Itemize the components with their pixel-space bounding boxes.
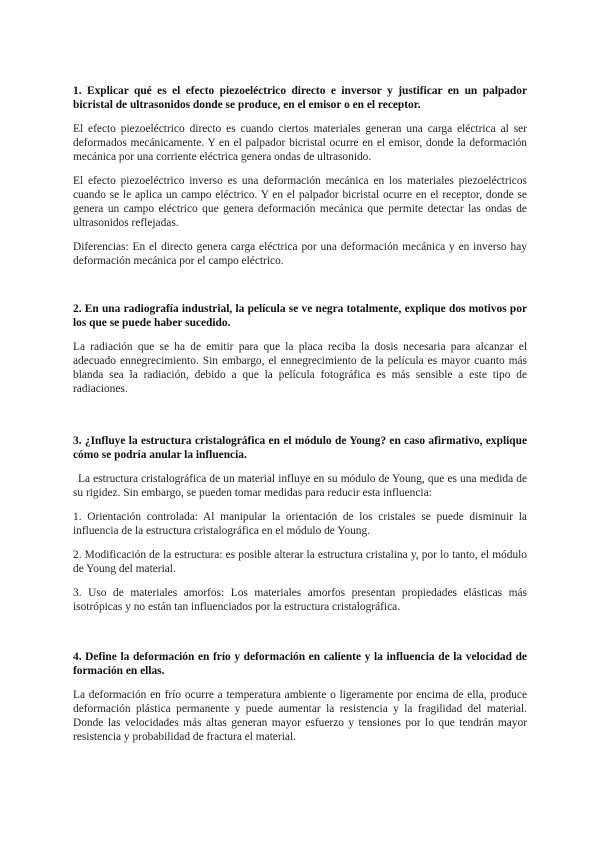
question-section-1: [73, 84, 527, 268]
answer-list-item: 2. Modificación de la estructura: es posible alterar la estructura cristalina y, por lo tanto, el módulo de Young del material.: [73, 549, 527, 575]
answer-paragraph: Diferencias: En el directo genera carga eléctrica por una deformación mecánica y en inverso hay deformación mecánica por el campo eléctrico.: [73, 241, 527, 267]
answer-paragraph: La deformación en frío ocurre a temperatura ambiente o ligeramente por encima de ella, produce deformación plástica permanente y puede aumentar la resistencia y la fragilidad del material. Donde las velocidades más altas generan mayor esfuerzo y tensiones por lo que tendrán mayor resistencia y probabilidad de fractura el material.: [73, 689, 527, 743]
answer-paragraph: La radiación que se ha de emitir para que la placa reciba la dosis necesaria para alcanzar el adecuado ennegrecimiento. Sin embargo, el ennegrecimiento de la película es mayor cuanto más blanda sea la radiación, debido a que la película fotográfica es más sensible a este tipo de radiaciones.: [73, 341, 527, 395]
question-heading-4: 4. Define la deformación en frío y deformación en caliente y la influencia de la velocidad de formación en ellas.: [73, 651, 527, 677]
answer-paragraph: El efecto piezoeléctrico directo es cuando ciertos materiales generan una carga eléctrica al ser deformados mecánicamente. Y en el palpador bicristal ocurre en el emisor, donde la deformación mecánica por una corriente eléctrica genera ondas de ultrasonido.: [73, 123, 527, 163]
question-heading-3: 3. ¿Influye la estructura cristalográfica en el módulo de Young? en caso afirmativo, explique cómo se podría anular la influencia.: [73, 435, 527, 461]
answer-list-item: 1. Orientación controlada: Al manipular la orientación de los cristales se puede disminuir la influencia de la estructura cristalográfica en el módulo de Young.: [73, 511, 527, 537]
question-heading-1: 1. Explicar qué es el efecto piezoeléctrico directo e inversor y justificar en un palpador bicristal de ultrasonidos donde se produce, en el emisor o en el receptor.: [73, 85, 527, 111]
question-heading-2: 2. En una radiografía industrial, la película se ve negra totalmente, explique dos motivos por los que se puede haber sucedido.: [73, 303, 527, 329]
question-section-2: [73, 302, 527, 396]
answer-list-item: 3. Uso de materiales amorfos: Los materiales amorfos presentan propiedades elásticas más isotrópicas y no están tan influenciados por la estructura cristalográfica.: [73, 587, 527, 613]
question-section-4: [73, 650, 527, 744]
question-section-3: [73, 434, 527, 614]
document-content: [73, 84, 527, 762]
answer-paragraph: La estructura cristalográfica de un material influye en su módulo de Young, que es una medida de su rigidez. Sin embargo, se pueden tomar medidas para reducir esta influencia:: [73, 473, 527, 499]
answer-paragraph: El efecto piezoeléctrico inverso es una deformación mecánica en los materiales piezoeléctricos cuando se le aplica un campo eléctrico. Y en el palpador bicristal ocurre en el receptor, donde se genera un campo eléctrico que genera deformación mecánica que permite detectar las ondas de ultrasonidos reflejadas.: [73, 175, 527, 229]
